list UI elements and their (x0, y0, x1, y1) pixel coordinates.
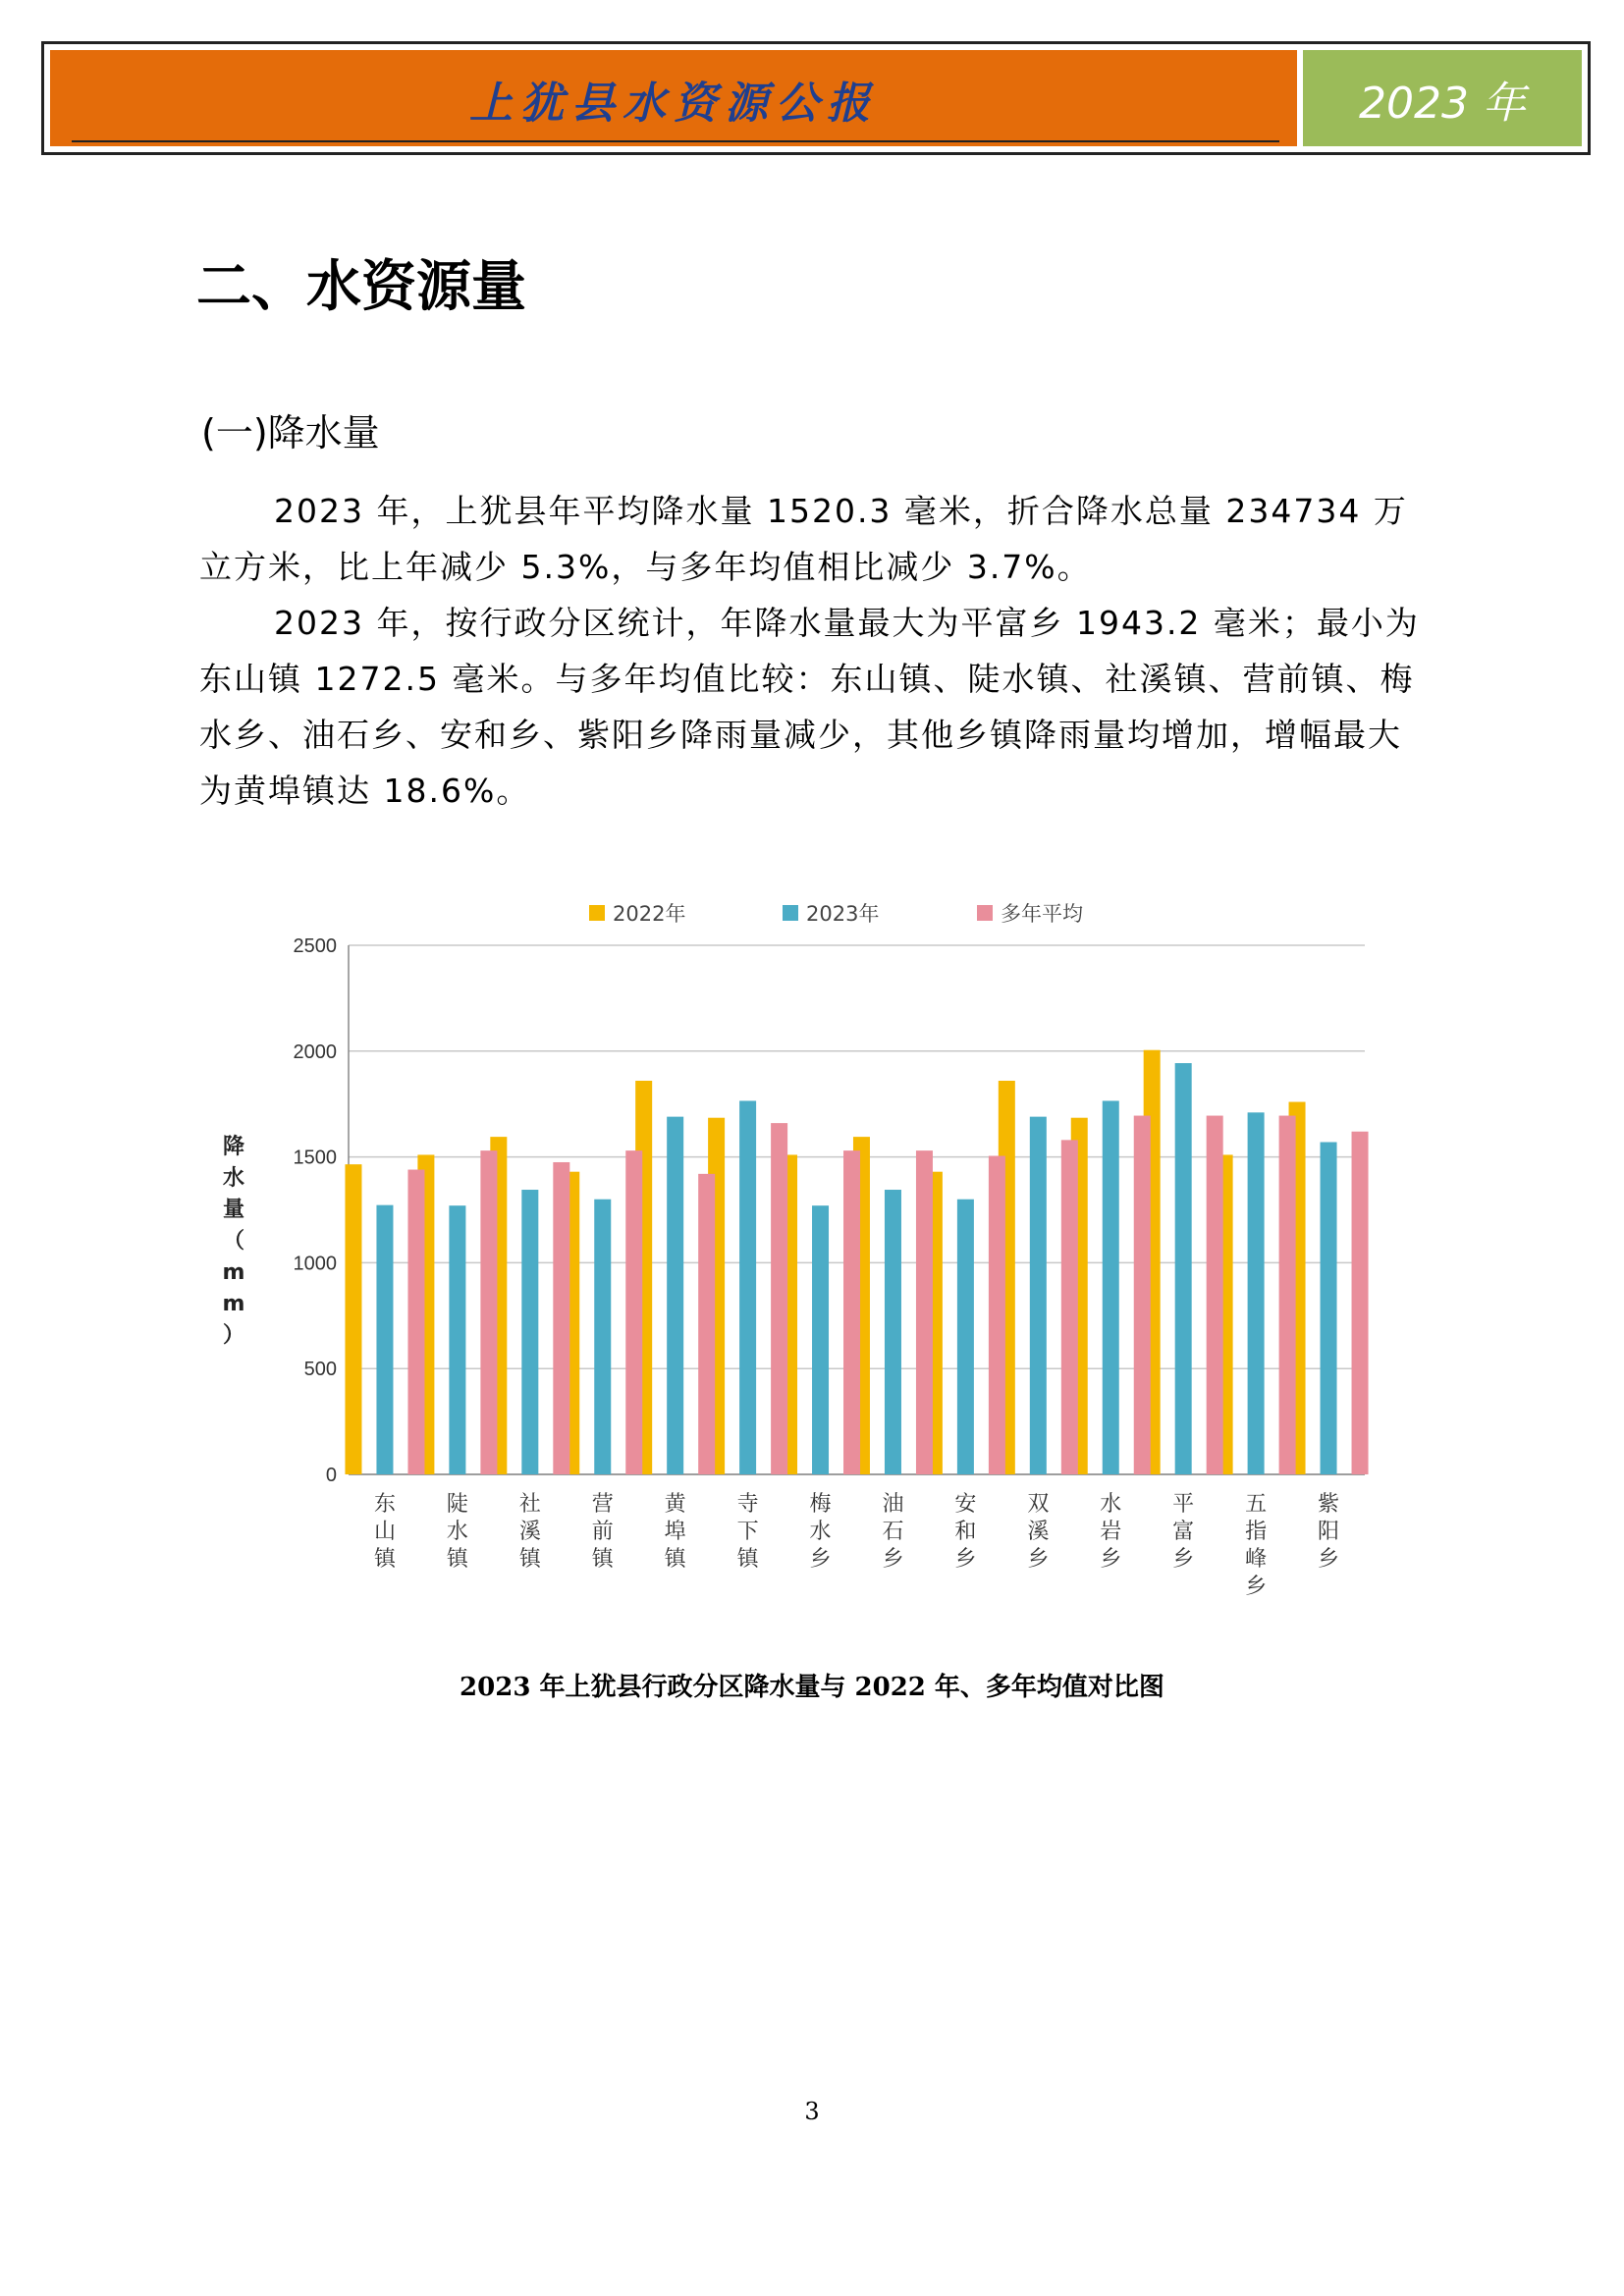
bar-2 (521, 1190, 538, 1474)
y-axis-label-char: ） (222, 1323, 245, 1348)
x-tick-label-char: 岩 (1100, 1520, 1122, 1544)
bar-2 (1175, 1063, 1192, 1474)
bar-3 (1207, 1116, 1223, 1474)
bar-3 (843, 1150, 860, 1474)
bar-2 (594, 1200, 611, 1474)
bar-2 (1321, 1143, 1337, 1474)
bar-3 (1279, 1116, 1296, 1474)
x-tick-label-char: 和 (954, 1520, 977, 1544)
y-axis-label-char: m (222, 1260, 245, 1285)
y-tick-label: 1500 (293, 1147, 337, 1169)
y-tick-label: 0 (325, 1465, 337, 1486)
x-tick-label-char: 乡 (1172, 1547, 1195, 1572)
legend-label: 多年平均 (1001, 902, 1083, 926)
x-tick-label-char: 乡 (954, 1547, 977, 1572)
x-tick-label-char: 石 (882, 1520, 904, 1544)
bar-2 (1103, 1100, 1119, 1474)
x-tick-label-char: 下 (736, 1520, 759, 1544)
bar-3 (698, 1174, 715, 1474)
y-axis-label-char: 降 (222, 1135, 245, 1159)
precipitation-bar-chart (196, 879, 1443, 1625)
bar-3 (771, 1123, 787, 1474)
bar-3 (480, 1150, 497, 1474)
x-tick-label-char: 乡 (1245, 1575, 1268, 1599)
x-tick-label-char: 水 (1100, 1492, 1122, 1517)
x-tick-label-char: 镇 (736, 1547, 759, 1572)
y-tick-label: 500 (303, 1359, 337, 1381)
x-tick-label-char: 镇 (518, 1547, 541, 1572)
x-tick-label-char: 黄 (664, 1492, 686, 1517)
legend-label: 2022年 (613, 902, 686, 926)
bar-3 (625, 1150, 642, 1474)
bar-2 (449, 1205, 465, 1474)
y-axis-label-char: （ (222, 1229, 245, 1254)
report-title: 上犹县水资源公报 (469, 79, 878, 129)
x-tick-label-char: 峰 (1245, 1547, 1268, 1572)
y-axis-label-char: 水 (222, 1166, 245, 1191)
x-tick-label-char: 东 (373, 1492, 396, 1517)
bar-3 (916, 1150, 933, 1474)
x-tick-label-char: 镇 (591, 1547, 614, 1572)
x-tick-label-char: 平 (1172, 1492, 1195, 1517)
chart-caption: 2023 年上犹县行政分区降水量与 2022 年、多年均值对比图 (460, 1673, 1164, 1702)
y-tick-label: 2500 (293, 935, 337, 957)
x-tick-label-char: 前 (591, 1520, 614, 1544)
x-tick-label-char: 油 (882, 1492, 904, 1517)
bar-3 (989, 1156, 1005, 1474)
header-title-band (50, 50, 1297, 146)
x-tick-label-char: 五 (1245, 1492, 1268, 1517)
x-tick-label-char: 社 (518, 1492, 541, 1517)
bar-3 (1352, 1132, 1369, 1474)
x-tick-label-char: 镇 (446, 1547, 468, 1572)
header-underline (72, 140, 1279, 142)
header-year-band (1303, 50, 1582, 146)
x-tick-label-char: 溪 (518, 1520, 541, 1544)
bar-2 (1030, 1117, 1047, 1474)
bar-3 (407, 1170, 424, 1474)
x-tick-label-char: 寺 (736, 1492, 759, 1517)
bar-2 (812, 1205, 829, 1474)
x-tick-label-char: 安 (954, 1492, 977, 1517)
bar-2 (957, 1200, 974, 1474)
x-tick-label-char: 乡 (1100, 1547, 1122, 1572)
x-tick-label-char: 镇 (664, 1547, 686, 1572)
bar-2 (376, 1205, 393, 1474)
x-tick-label-char: 水 (446, 1520, 468, 1544)
legend-swatch (977, 905, 993, 921)
x-tick-label-char: 水 (809, 1520, 832, 1544)
bar-2 (885, 1190, 901, 1474)
y-tick-label: 1000 (293, 1253, 337, 1275)
legend-label: 2023年 (806, 902, 880, 926)
x-tick-label-char: 富 (1172, 1520, 1195, 1544)
bar-3 (1134, 1116, 1151, 1474)
x-tick-label-char: 双 (1027, 1492, 1050, 1517)
y-axis-label-char: m (222, 1292, 245, 1316)
x-tick-label-char: 营 (591, 1492, 614, 1517)
x-tick-label-char: 梅 (809, 1492, 832, 1517)
page-number: 3 (804, 2098, 820, 2125)
x-tick-label-char: 山 (373, 1520, 396, 1544)
x-tick-label-char: 乡 (809, 1547, 832, 1572)
paragraph-district-stats: 2023 年，按行政分区统计，年降水量最大为平富乡 1943.2 毫米；最小为东山镇 1272.5 毫米。与多年均值比较：东山镇、陡水镇、社溪镇、营前镇、梅水乡、油石乡、安和乡、紫阳乡降雨量减少，其他乡镇降雨量均增加，增幅最大为黄埠镇达 18.6%。 (199, 604, 1420, 810)
chart-svg (196, 879, 1443, 1625)
paragraph-annual-summary: 2023 年，上犹县年平均降水量 1520.3 毫米，折合降水总量 234734 万立方米，比上年减少 5.3%，与多年均值相比减少 3.7%。 (199, 492, 1408, 586)
x-tick-label-char: 指 (1245, 1520, 1268, 1544)
y-axis-label-char: 量 (222, 1198, 245, 1222)
x-tick-label-char: 乡 (882, 1547, 904, 1572)
bar-2 (739, 1100, 756, 1474)
x-tick-label-char: 陡 (446, 1492, 468, 1517)
x-tick-label-char: 乡 (1318, 1547, 1340, 1572)
report-year: 2023 年 (1359, 79, 1526, 129)
y-tick-label: 2000 (293, 1041, 337, 1063)
x-tick-label-char: 阳 (1318, 1520, 1340, 1544)
x-tick-label-char: 乡 (1027, 1547, 1050, 1572)
bar-3 (1061, 1140, 1078, 1474)
report-header (41, 41, 1591, 155)
bar-2 (667, 1117, 683, 1474)
x-tick-label-char: 溪 (1027, 1520, 1050, 1544)
x-tick-label-char: 埠 (664, 1520, 686, 1544)
subsection-title: (一)降水量 (201, 411, 380, 454)
bar-2 (1248, 1112, 1265, 1474)
x-tick-label-char: 紫 (1318, 1492, 1340, 1517)
x-tick-label-char: 镇 (373, 1547, 396, 1572)
bar-1 (345, 1164, 361, 1474)
section-title: 二、水资源量 (196, 255, 526, 319)
bar-3 (553, 1162, 569, 1474)
legend-swatch (783, 905, 798, 921)
legend-swatch (589, 905, 605, 921)
